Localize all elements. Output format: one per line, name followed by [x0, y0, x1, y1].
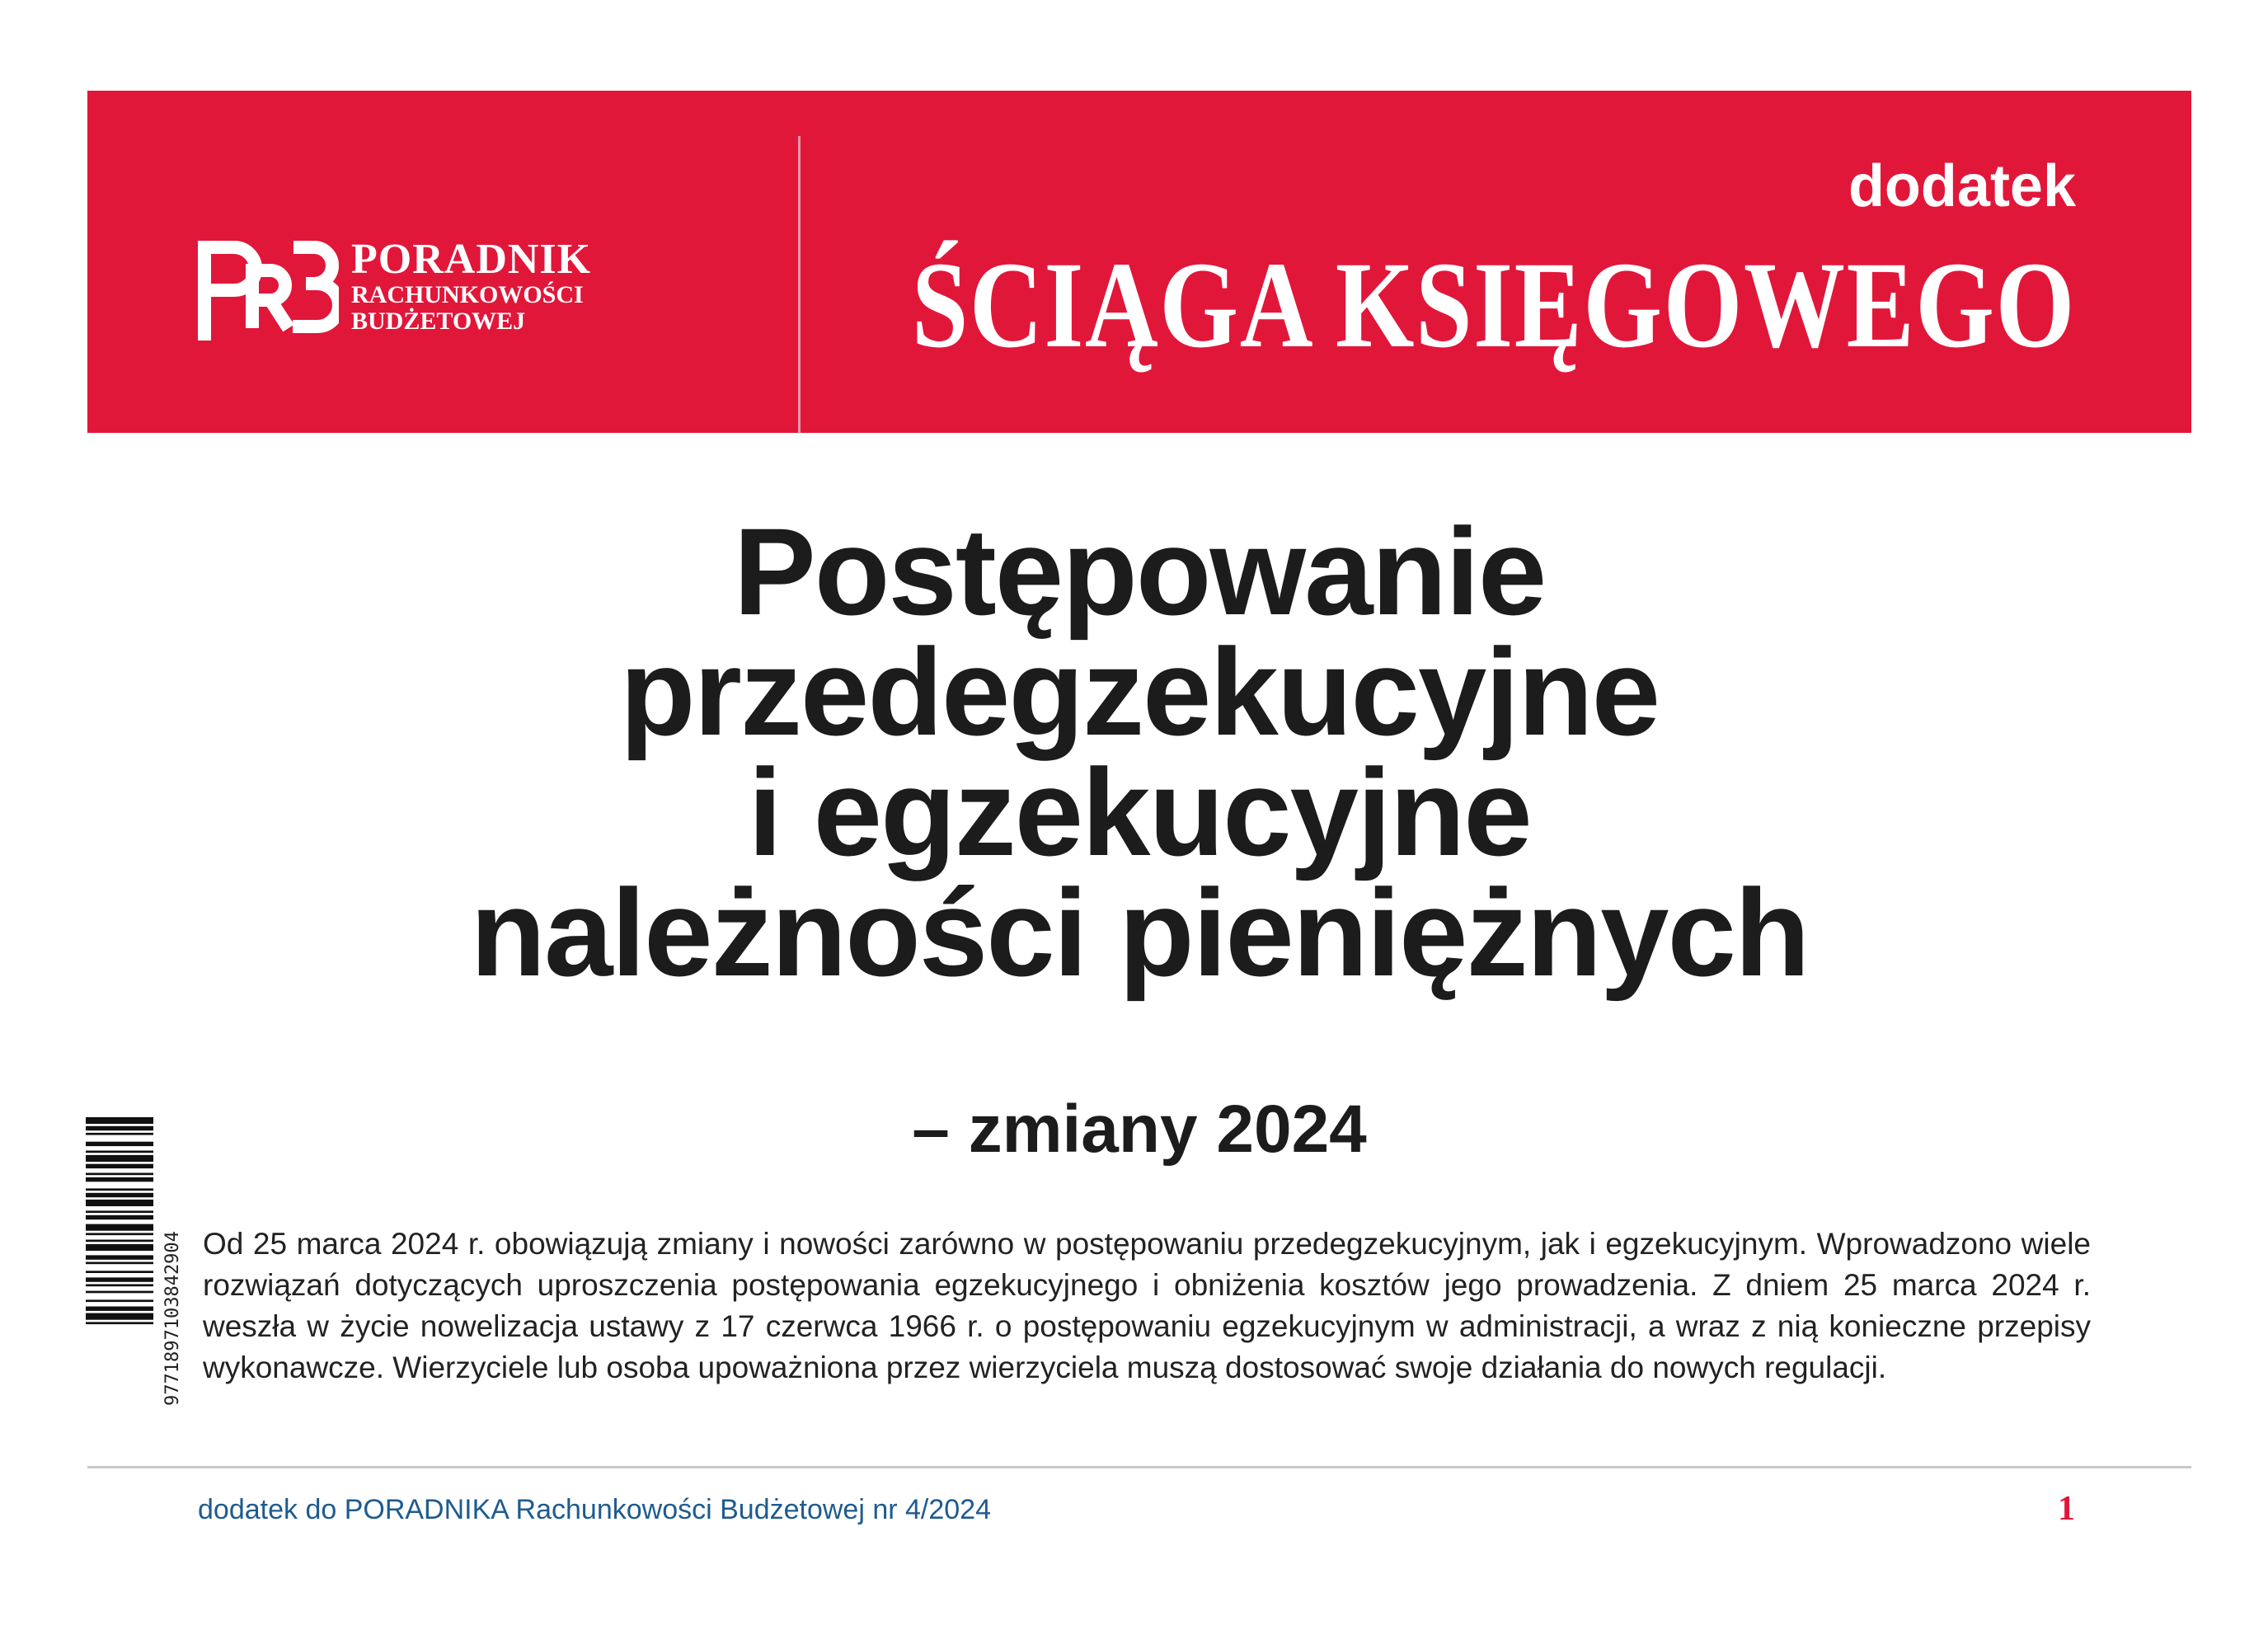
publisher-logo — [195, 236, 656, 335]
barcode-bar — [86, 1285, 153, 1287]
header-banner — [87, 91, 2191, 433]
title-line: przedegzekucyjne — [619, 622, 1660, 761]
barcode — [86, 1117, 186, 1414]
barcode-bar — [86, 1299, 153, 1302]
supplement-title: ŚCIĄGA KSIĘGOWEGO — [911, 237, 2076, 373]
barcode-bar — [86, 1117, 153, 1124]
barcode-bar — [86, 1240, 153, 1243]
barcode-bar — [86, 1151, 153, 1153]
barcode-bar — [86, 1224, 153, 1231]
barcode-bar — [86, 1233, 153, 1235]
article-title — [87, 502, 2191, 1002]
barcode-bar — [86, 1277, 153, 1281]
article-subtitle: – zmiany 2024 — [912, 1092, 1367, 1167]
barcode-bar — [86, 1188, 153, 1191]
footer-publication: dodatek do PORADNIKA Rachunkowości Budżetowej nr 4/2024 — [198, 1494, 991, 1525]
prb-logo-icon — [195, 237, 339, 341]
barcode-bar — [86, 1126, 153, 1130]
barcode-bar — [86, 1255, 153, 1259]
article-lead: Od 25 marca 2024 r. obowiązują zmiany i nowości zarówno w postępowaniu przedegzekucyjnym, jak i egzekucyjnym. Wprowadzono wiele rozwiązań dotyczących uproszczenia postępowania egzekucyjnego i obniżenia kosztów jego prowadzenia. Z dniem 25 marca 2024 r. weszła w życie nowelizacja ustawy z 17 czerwca 1966 r. o postępowaniu egzekucyjnym w administracji, a wraz z nią konieczne przepisy wykonawcze. Wierzyciele lub osoba upoważniona przez wierzyciela muszą dostosować swoje działania do nowych regulacji. — [203, 1227, 2091, 1384]
barcode-bar — [86, 1164, 153, 1168]
barcode-bar — [86, 1142, 153, 1146]
banner-divider — [798, 136, 801, 433]
barcode-bar — [86, 1133, 153, 1135]
logo-line-2: RACHUNKOWOŚCI — [351, 281, 584, 308]
title-line: i egzekucyjne — [748, 743, 1531, 881]
barcode-number: 9771897103842904 — [162, 1231, 183, 1406]
logo-text — [351, 237, 591, 335]
barcode-bar — [86, 1313, 153, 1320]
title-line: należności pieniężnych — [470, 863, 1809, 1002]
barcode-bar — [86, 1307, 153, 1311]
barcode-bar — [86, 1322, 153, 1324]
logo-line-3: BUDŻETOWEJ — [351, 308, 526, 335]
title-line: Postępowanie — [733, 502, 1546, 641]
logo-line-1: PORADNIK — [351, 236, 592, 283]
barcode-bar — [86, 1177, 153, 1182]
barcode-bar — [86, 1215, 153, 1219]
barcode-bar — [86, 1155, 153, 1162]
barcode-bar — [86, 1210, 153, 1213]
barcode-bar — [86, 1262, 153, 1265]
barcode-bar — [86, 1271, 153, 1273]
footer-rule — [87, 1466, 2191, 1468]
supplement-label: dodatek — [1848, 153, 2076, 219]
barcode-bar — [86, 1200, 153, 1206]
barcode-bar — [86, 1291, 153, 1294]
barcode-bar — [86, 1173, 153, 1176]
barcode-bar — [86, 1244, 153, 1251]
page-number: 1 — [2058, 1490, 2075, 1528]
barcode-bar — [86, 1193, 153, 1197]
